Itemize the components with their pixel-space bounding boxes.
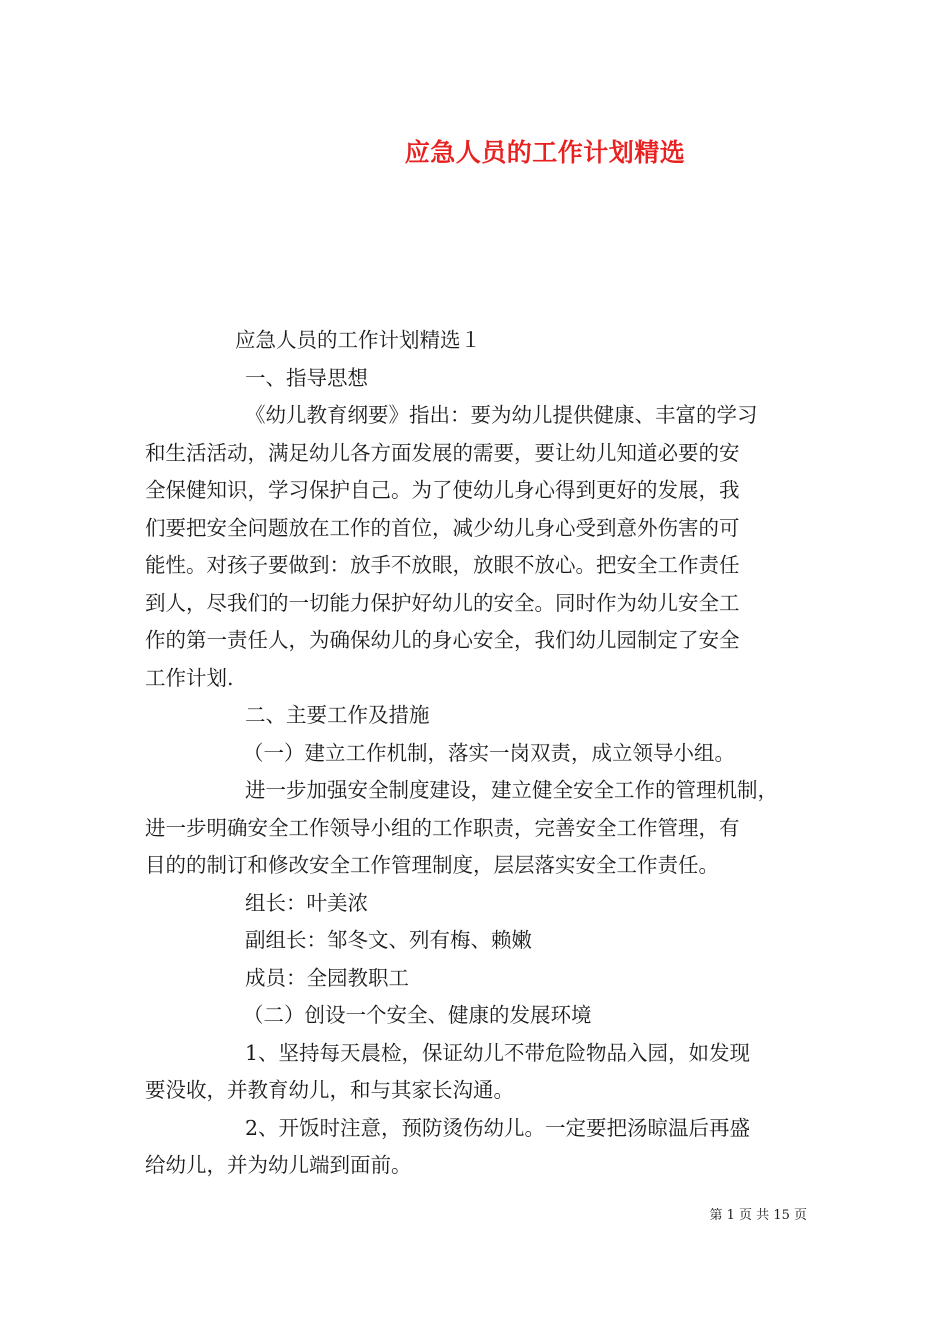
text-line: 作的第一责任人，为确保幼儿的身心安全，我们幼儿园制定了安全 <box>145 628 740 652</box>
text-line: 全保健知识，学习保护自己。为了使幼儿身心得到更好的发展，我 <box>145 478 740 502</box>
section-heading-guiding-thought: 一、指导思想 <box>245 365 368 390</box>
text-line: 和生活活动，满足幼儿各方面发展的需要，要让幼儿知道必要的安 <box>145 440 740 465</box>
text-line: 目的的制订和修改安全工作管理制度，层层落实安全工作责任。 <box>145 853 719 877</box>
list-item-morning-check <box>145 1035 807 1110</box>
text-line: 到人，尽我们的一切能力保护好幼儿的安全。同时作为幼儿安全工 <box>145 590 740 615</box>
text-line: 们要把安全问题放在工作的首位，减少幼儿身心受到意外伤害的可 <box>145 515 740 540</box>
members-line: 成员：全园教职工 <box>245 965 409 990</box>
text-line: 要没收，并教育幼儿，和与其家长沟通。 <box>145 1078 514 1102</box>
section-heading-main-work: 二、主要工作及措施 <box>245 703 430 727</box>
subsection-heading-mechanism: （一）建立工作机制，落实一岗双责，成立领导小组。 <box>243 740 735 765</box>
paragraph-mechanism <box>145 772 807 885</box>
paragraph-guiding-thought <box>145 397 807 697</box>
text-line: 能性。对孩子要做到：放手不放眼，放眼不放心。把安全工作责任 <box>145 553 740 577</box>
document-body <box>145 322 807 1185</box>
text-line: 进一步加强安全制度建设，建立健全安全工作的管理机制， <box>245 778 778 802</box>
subsection-heading-environment: （二）创设一个安全、健康的发展环境 <box>243 1003 592 1027</box>
text-line: 《幼儿教育纲要》指出：要为幼儿提供健康、丰富的学习 <box>245 403 758 427</box>
document-title: 应急人员的工作计划精选 <box>404 138 686 167</box>
leader-line: 组长：叶美浓 <box>245 890 368 915</box>
text-line: 工作计划. <box>145 665 234 690</box>
text-line: 进一步明确安全工作领导小组的工作职责，完善安全工作管理，有 <box>145 815 740 840</box>
text-line: 给幼儿，并为幼儿端到面前。 <box>145 1153 412 1177</box>
text-line: 2、开饭时注意，预防烫伤幼儿。一定要把汤晾温后再盛 <box>245 1115 751 1140</box>
page-number-footer: 第 1 页 共 15 页 <box>709 1208 807 1223</box>
list-item-meal-safety <box>145 1110 807 1185</box>
vice-leader-line: 副组长：邹冬文、列有梅、赖嫩 <box>245 928 532 952</box>
section-subtitle: 应急人员的工作计划精选１ <box>235 328 481 352</box>
text-line: 1、坚持每天晨检，保证幼儿不带危险物品入园，如发现 <box>245 1040 751 1065</box>
